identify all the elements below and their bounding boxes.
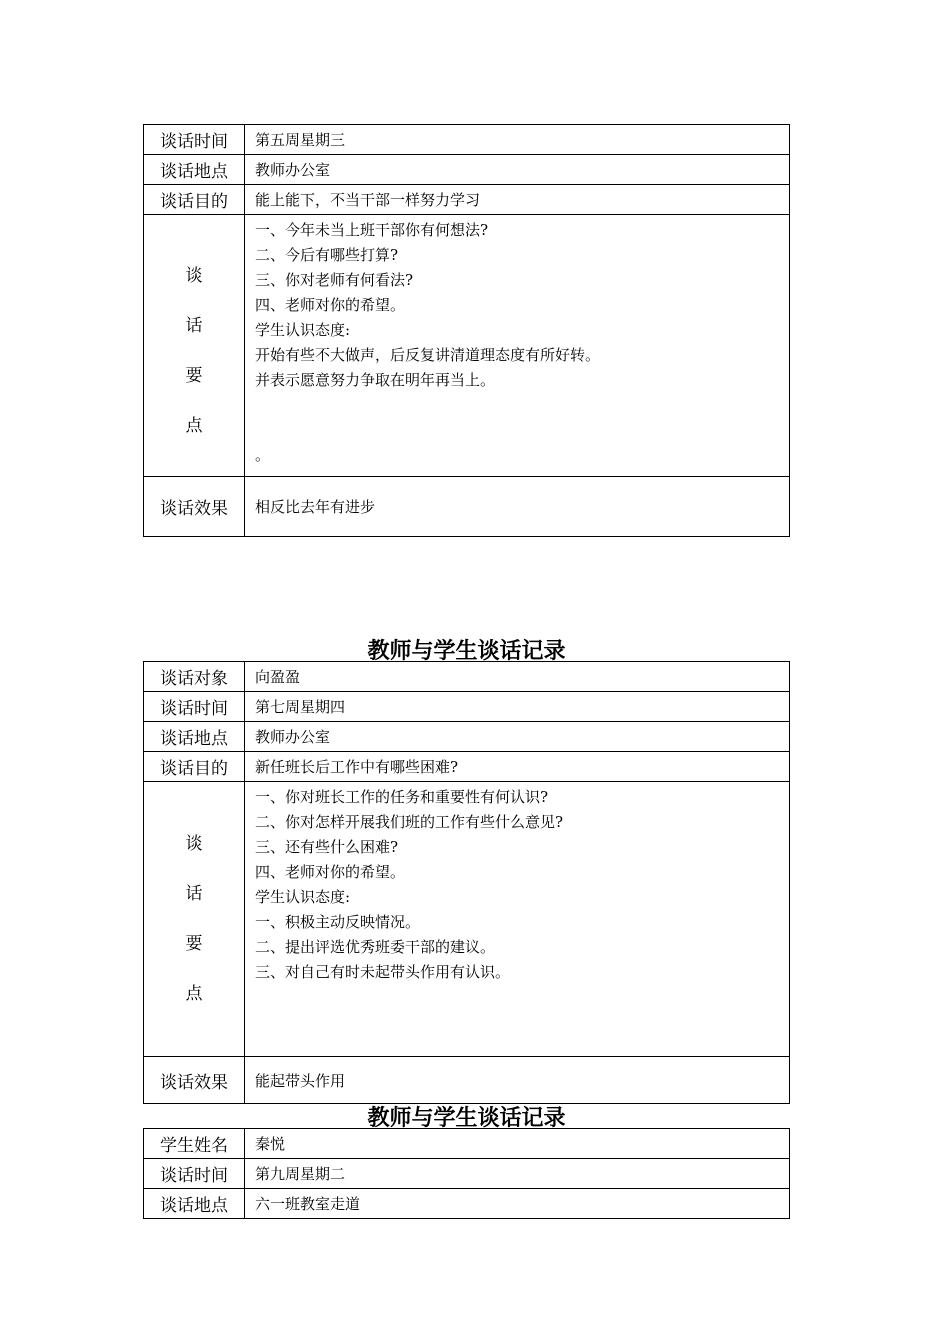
points-label-char: 谈 [185, 834, 203, 854]
label-cell: 谈话地点 [144, 155, 245, 185]
value-cell: 第七周星期四 [245, 692, 790, 722]
points-label-char: 话 [185, 316, 203, 336]
label-cell: 谈话对象 [144, 662, 245, 692]
record3-table [143, 1128, 790, 1219]
value-cell: 六一班教室走道 [245, 1189, 790, 1219]
value-cell: 能上能下，不当干部一样努力学习 [245, 185, 790, 215]
label-cell: 谈话地点 [144, 1189, 245, 1219]
label-cell: 谈话目的 [144, 752, 245, 782]
point-line: 学生认识态度: [255, 321, 351, 339]
label-cell: 谈话目的 [144, 185, 245, 215]
points-label-char: 点 [185, 416, 203, 436]
value-cell: 第九周星期二 [245, 1159, 790, 1189]
point-line: 三、你对老师有何看法? [255, 271, 414, 289]
points-cell [245, 782, 790, 1057]
effect-label: 谈话效果 [144, 477, 245, 537]
value-cell: 第五周星期三 [245, 125, 790, 155]
point-line: 学生认识态度: [255, 888, 351, 906]
point-line: 。 [255, 446, 271, 464]
record1-table [143, 124, 790, 537]
value-cell: 教师办公室 [245, 722, 790, 752]
point-line: 二、今后有哪些打算? [255, 246, 399, 264]
value-cell: 秦悦 [245, 1129, 790, 1159]
effect-value: 能起带头作用 [245, 1057, 790, 1104]
effect-label: 谈话效果 [144, 1057, 245, 1104]
points-label [144, 215, 245, 477]
points-label-char: 点 [185, 984, 203, 1004]
point-line: 并表示愿意努力争取在明年再当上。 [255, 371, 496, 389]
point-line: 一、你对班长工作的任务和重要性有何认识? [255, 788, 549, 806]
label-cell: 谈话时间 [144, 1159, 245, 1189]
record2-title: 教师与学生谈话记录 [367, 638, 566, 664]
points-label [144, 782, 245, 1057]
point-line: 三、还有些什么困难? [255, 838, 399, 856]
label-cell: 谈话时间 [144, 125, 245, 155]
points-label-char: 话 [185, 884, 203, 904]
effect-value: 相反比去年有进步 [245, 477, 790, 537]
point-line: 一、积极主动反映情况。 [255, 913, 421, 931]
label-cell: 谈话地点 [144, 722, 245, 752]
point-line: 四、老师对你的希望。 [255, 296, 406, 314]
point-line: 二、提出评选优秀班委干部的建议。 [255, 938, 496, 956]
record2-table [143, 661, 790, 1104]
point-line: 一、今年未当上班干部你有何想法? [255, 221, 489, 239]
record3-title: 教师与学生谈话记录 [367, 1105, 566, 1131]
points-label-char: 要 [185, 934, 203, 954]
points-label-char: 谈 [185, 266, 203, 286]
point-line: 三、对自己有时未起带头作用有认识。 [255, 963, 511, 981]
point-line [255, 393, 789, 418]
value-cell: 新任班长后工作中有哪些困难? [245, 752, 790, 782]
points-cell [245, 215, 790, 477]
point-line: 二、你对怎样开展我们班的工作有些什么意见? [255, 813, 564, 831]
point-line: 开始有些不大做声，后反复讲清道理态度有所好转。 [255, 346, 601, 364]
value-cell: 教师办公室 [245, 155, 790, 185]
points-label-char: 要 [185, 366, 203, 386]
point-line [255, 418, 789, 443]
value-cell: 向盈盈 [245, 662, 790, 692]
point-line: 四、老师对你的希望。 [255, 863, 406, 881]
label-cell: 学生姓名 [144, 1129, 245, 1159]
label-cell: 谈话时间 [144, 692, 245, 722]
